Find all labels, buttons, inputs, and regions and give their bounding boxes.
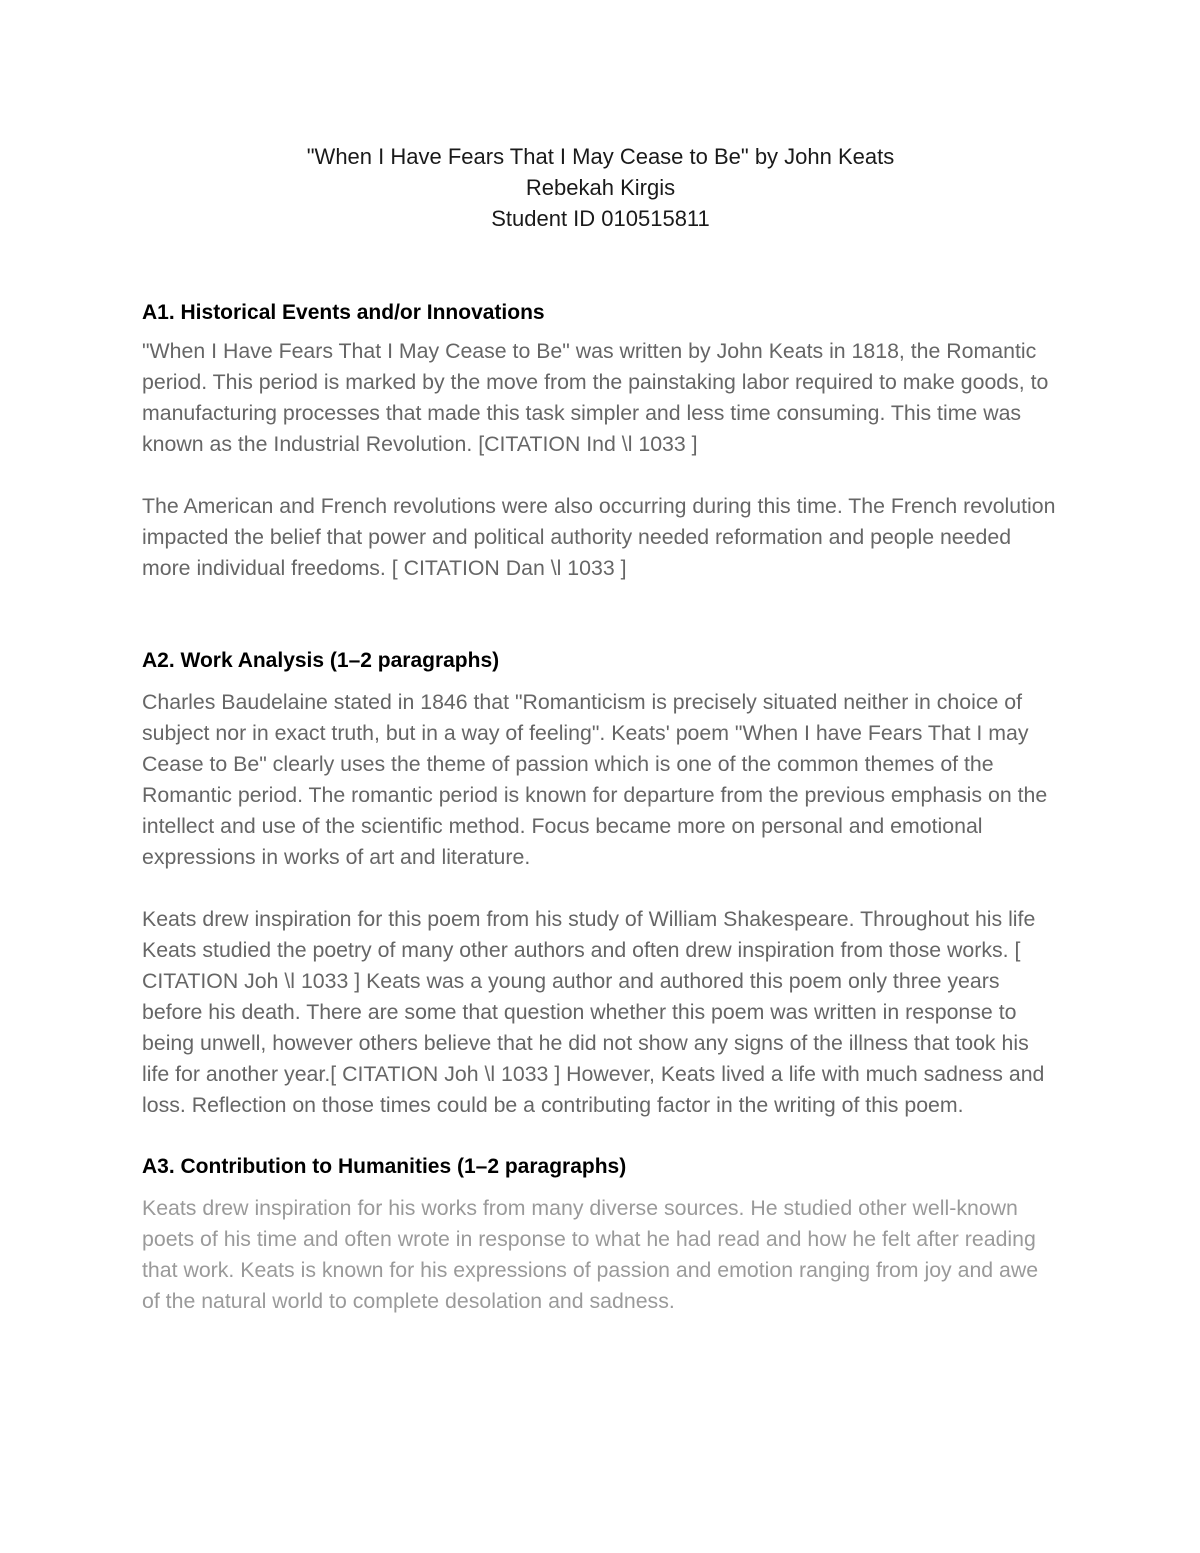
section-a1: [142, 299, 1059, 584]
student-id: Student ID 010515811: [491, 206, 710, 231]
section-heading: A3. Contribution to Humanities (1–2 paragraphs): [142, 1155, 627, 1178]
paragraph: "When I Have Fears That I May Cease to Be" was written by John Keats in 1818, the Romantic period. This period is marked by the move from the painstaking labor required to make goods, to manufacturing processes that made this task simpler and less time consuming. This time was known as the Industrial Revolution. [CITATION Ind \l 1033 ]: [142, 339, 1049, 456]
paragraph: The American and French revolutions were also occurring during this time. The French revolution impacted the belief that power and political authority needed reformation and people needed more individual freedoms. [ CITATION Dan \l 1033 ]: [142, 494, 1056, 580]
paragraph: Keats drew inspiration for his works from many diverse sources. He studied other well-known poets of his time and often wrote in response to what he had read and how he felt after reading that work. Keats is known for his expressions of passion and emotion ranging from joy and awe of the natural world to complete desolation and sadness.: [142, 1196, 1039, 1313]
author-name: Rebekah Kirgis: [525, 175, 676, 200]
section-heading: A1. Historical Events and/or Innovations: [142, 301, 545, 324]
paragraph: Keats drew inspiration for this poem from his study of William Shakespeare. Throughout his life Keats studied the poetry of many other authors and often drew inspiration from those works. [ CITATION Joh \l 1033 ] Keats was a young author and authored this poem only three years before his death. There are some that question whether this poem was written in response to being unwell, however others believe that he did not show any signs of the illness that took his life for another year.[ CITATION Joh \l 1033 ] However, Keats lived a life with much sadness and loss. Reflection on those times could be a contributing factor in the writing of this poem.: [142, 907, 1045, 1117]
paragraph: Charles Baudelaine stated in 1846 that "Romanticism is precisely situated neither in choice of subject nor in exact truth, but in a way of feeling". Keats' poem "When I have Fears That I may Cease to Be" clearly uses the theme of passion which is one of the common themes of the Romantic period. The romantic period is known for departure from the previous emphasis on the intellect and use of the scientific method. Focus became more on personal and emotional expressions in works of art and literature.: [142, 690, 1048, 869]
section-a2: [142, 647, 1059, 1121]
section-heading: A2. Work Analysis (1–2 paragraphs): [142, 649, 500, 672]
section-a3: [142, 1153, 1059, 1317]
title-block: [142, 141, 1059, 234]
document-title: "When I Have Fears That I May Cease to Be" by John Keats: [306, 144, 895, 169]
